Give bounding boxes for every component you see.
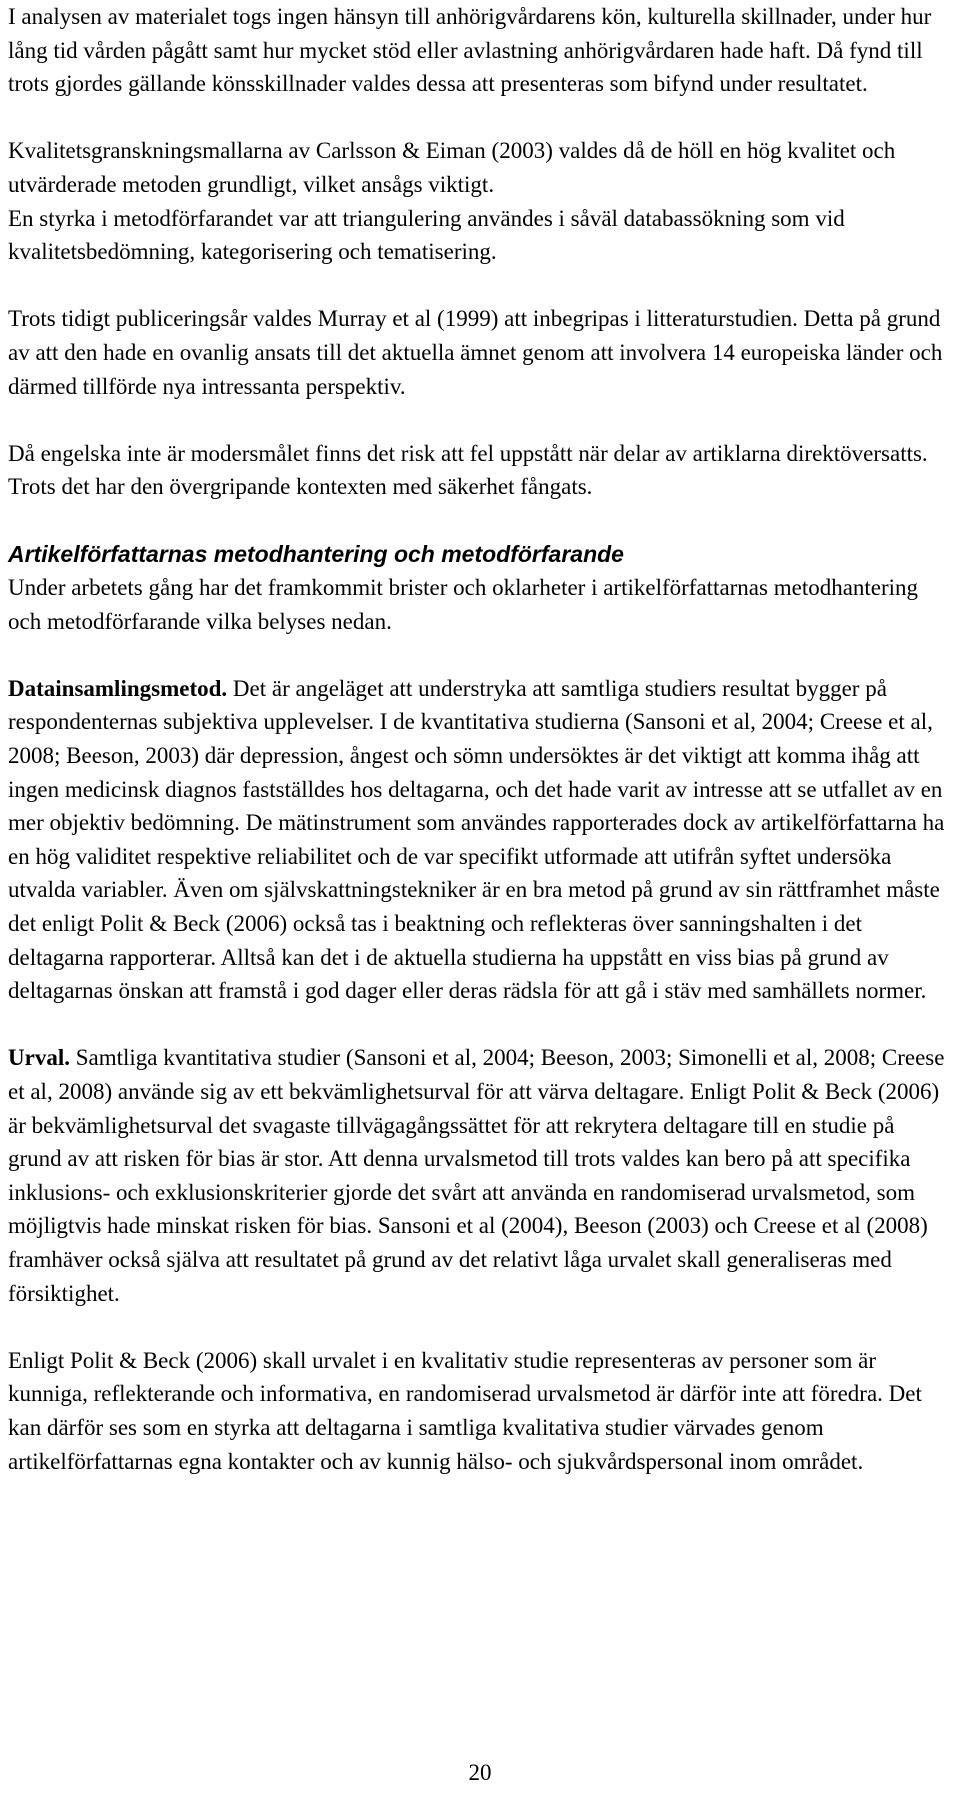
page-number: 20 (468, 1760, 492, 1785)
data-collection-text: Det är angeläget att understryka att samtliga studiers resultat bygger på respondenternas subjektiva upplevelser. I de kvantitativa studierna (Sansoni et al, 2004; Creese et al, 2008; Beeson, 2003) där depression, ångest och sömn undersöktes är det viktigt att komma ihåg att ingen medicinsk diagnos fastställdes hos deltagarna, och det hade varit av intresse att se utfallet av en mer objektiv bedömning. De mätinstrument som användes rapporterades dock av artikelförfattarna ha en hög validitet respektive reliabilitet och de var specifikt utformade att utifrån syftet undersöka utvalda variabler. Även om självskattningstekniker är en bra metod på grund av sin rättframhet måste det enligt Polit & Beck (2006) också tas i beaktning och reflekteras över sanningshalten i det deltagarna rapporterar. Alltså kan det i de aktuella studierna ha uppstått en viss bias på grund av deltagarnas önskan att framstå i god dager eller deras rädsla för att gå i stäv med samhällets normer. (8, 675, 945, 1004)
paragraph-analysis-note: I analysen av materialet togs ingen hänsyn till anhörigvårdarens kön, kulturella skillnader, under hur lång tid vården pågått samt hur mycket stöd eller avlastning anhörigvårdaren hade haft. Då fynd till trots gjordes gällande könsskillnader valdes dessa att presenteras som bifynd under resultatet. (8, 4, 932, 97)
sampling-text: Samtliga kvantitativa studier (Sansoni et al, 2004; Beeson, 2003; Simonelli et al, 2008; Creese et al, 2008) använde sig av ett bekvämlighetsurval för att värva deltagare. Enligt Polit & Beck (2006) är bekvämlighetsurval det svagaste tillvägagångssättet för att rekrytera deltagare till en studie på grund av att risken för bias är stor. Att denna urvalsmetod till trots valdes kan bero på att specifika inklusions- och exklusionskriterier gjorde det svårt att använda en randomiserad urvalsmetod, som möjligtvis hade minskat risken för bias. Sansoni et al (2004), Beeson (2003) och Creese et al (2008) framhäver också själva att resultatet på grund av det relativt låga urvalet skall generaliseras med försiktighet. (8, 1045, 945, 1306)
paragraph-section-intro: Under arbetets gång har det framkommit brister och oklarheter i artikelförfattarnas metodhantering och metodförfarande vilka belyses nedan. (8, 575, 919, 634)
paragraph-qualitative-sampling: Enligt Polit & Beck (2006) skall urvalet i en kvalitativ studie representeras av personer som är kunniga, reflekterande och informativa, en randomiserad urvalsmetod är därför inte att föredra. Det kan därför ses som en styrka att deltagarna i samtliga kvalitativa studier värvades genom artikelförfattarnas egna kontakter och av kunnig hälso- och sjukvårdspersonal inom området. (8, 1347, 922, 1474)
paragraph-sampling (8, 1041, 952, 1310)
section-heading: Artikelförfattarnas metodhantering och metodförfarande (8, 540, 624, 567)
paragraph-translation: Då engelska inte är modersmålet finns det risk att fel uppstått när delar av artiklarna direktöversatts. Trots det har den övergripande kontexten med säkerhet fångats. (8, 440, 928, 500)
runin-heading-sampling: Urval. (8, 1045, 70, 1071)
document-page (8, 0, 952, 1512)
runin-heading-data-collection: Datainsamlingsmetod. (8, 675, 228, 701)
paragraph-data-collection (8, 672, 952, 1008)
paragraph-triangulation: En styrka i metodförfarandet var att triangulering användes i såväl databassökning som vid kvalitetsbedömning, kategorisering och tematisering. (8, 205, 845, 265)
paragraph-murray: Trots tidigt publiceringsår valdes Murray et al (1999) att inbegripas i litteraturstudien. Detta på grund av att den hade en ovanlig ansats till det aktuella ämnet genom att involvera 14 europeiska länder och därmed tillförde nya intressanta perspektiv. (8, 306, 943, 399)
paragraph-quality-templates: Kvalitetsgranskningsmallarna av Carlsson & Eiman (2003) valdes då de höll en hög kvalitet och utvärderade metoden grundligt, vilket ansågs viktigt. (8, 138, 896, 197)
